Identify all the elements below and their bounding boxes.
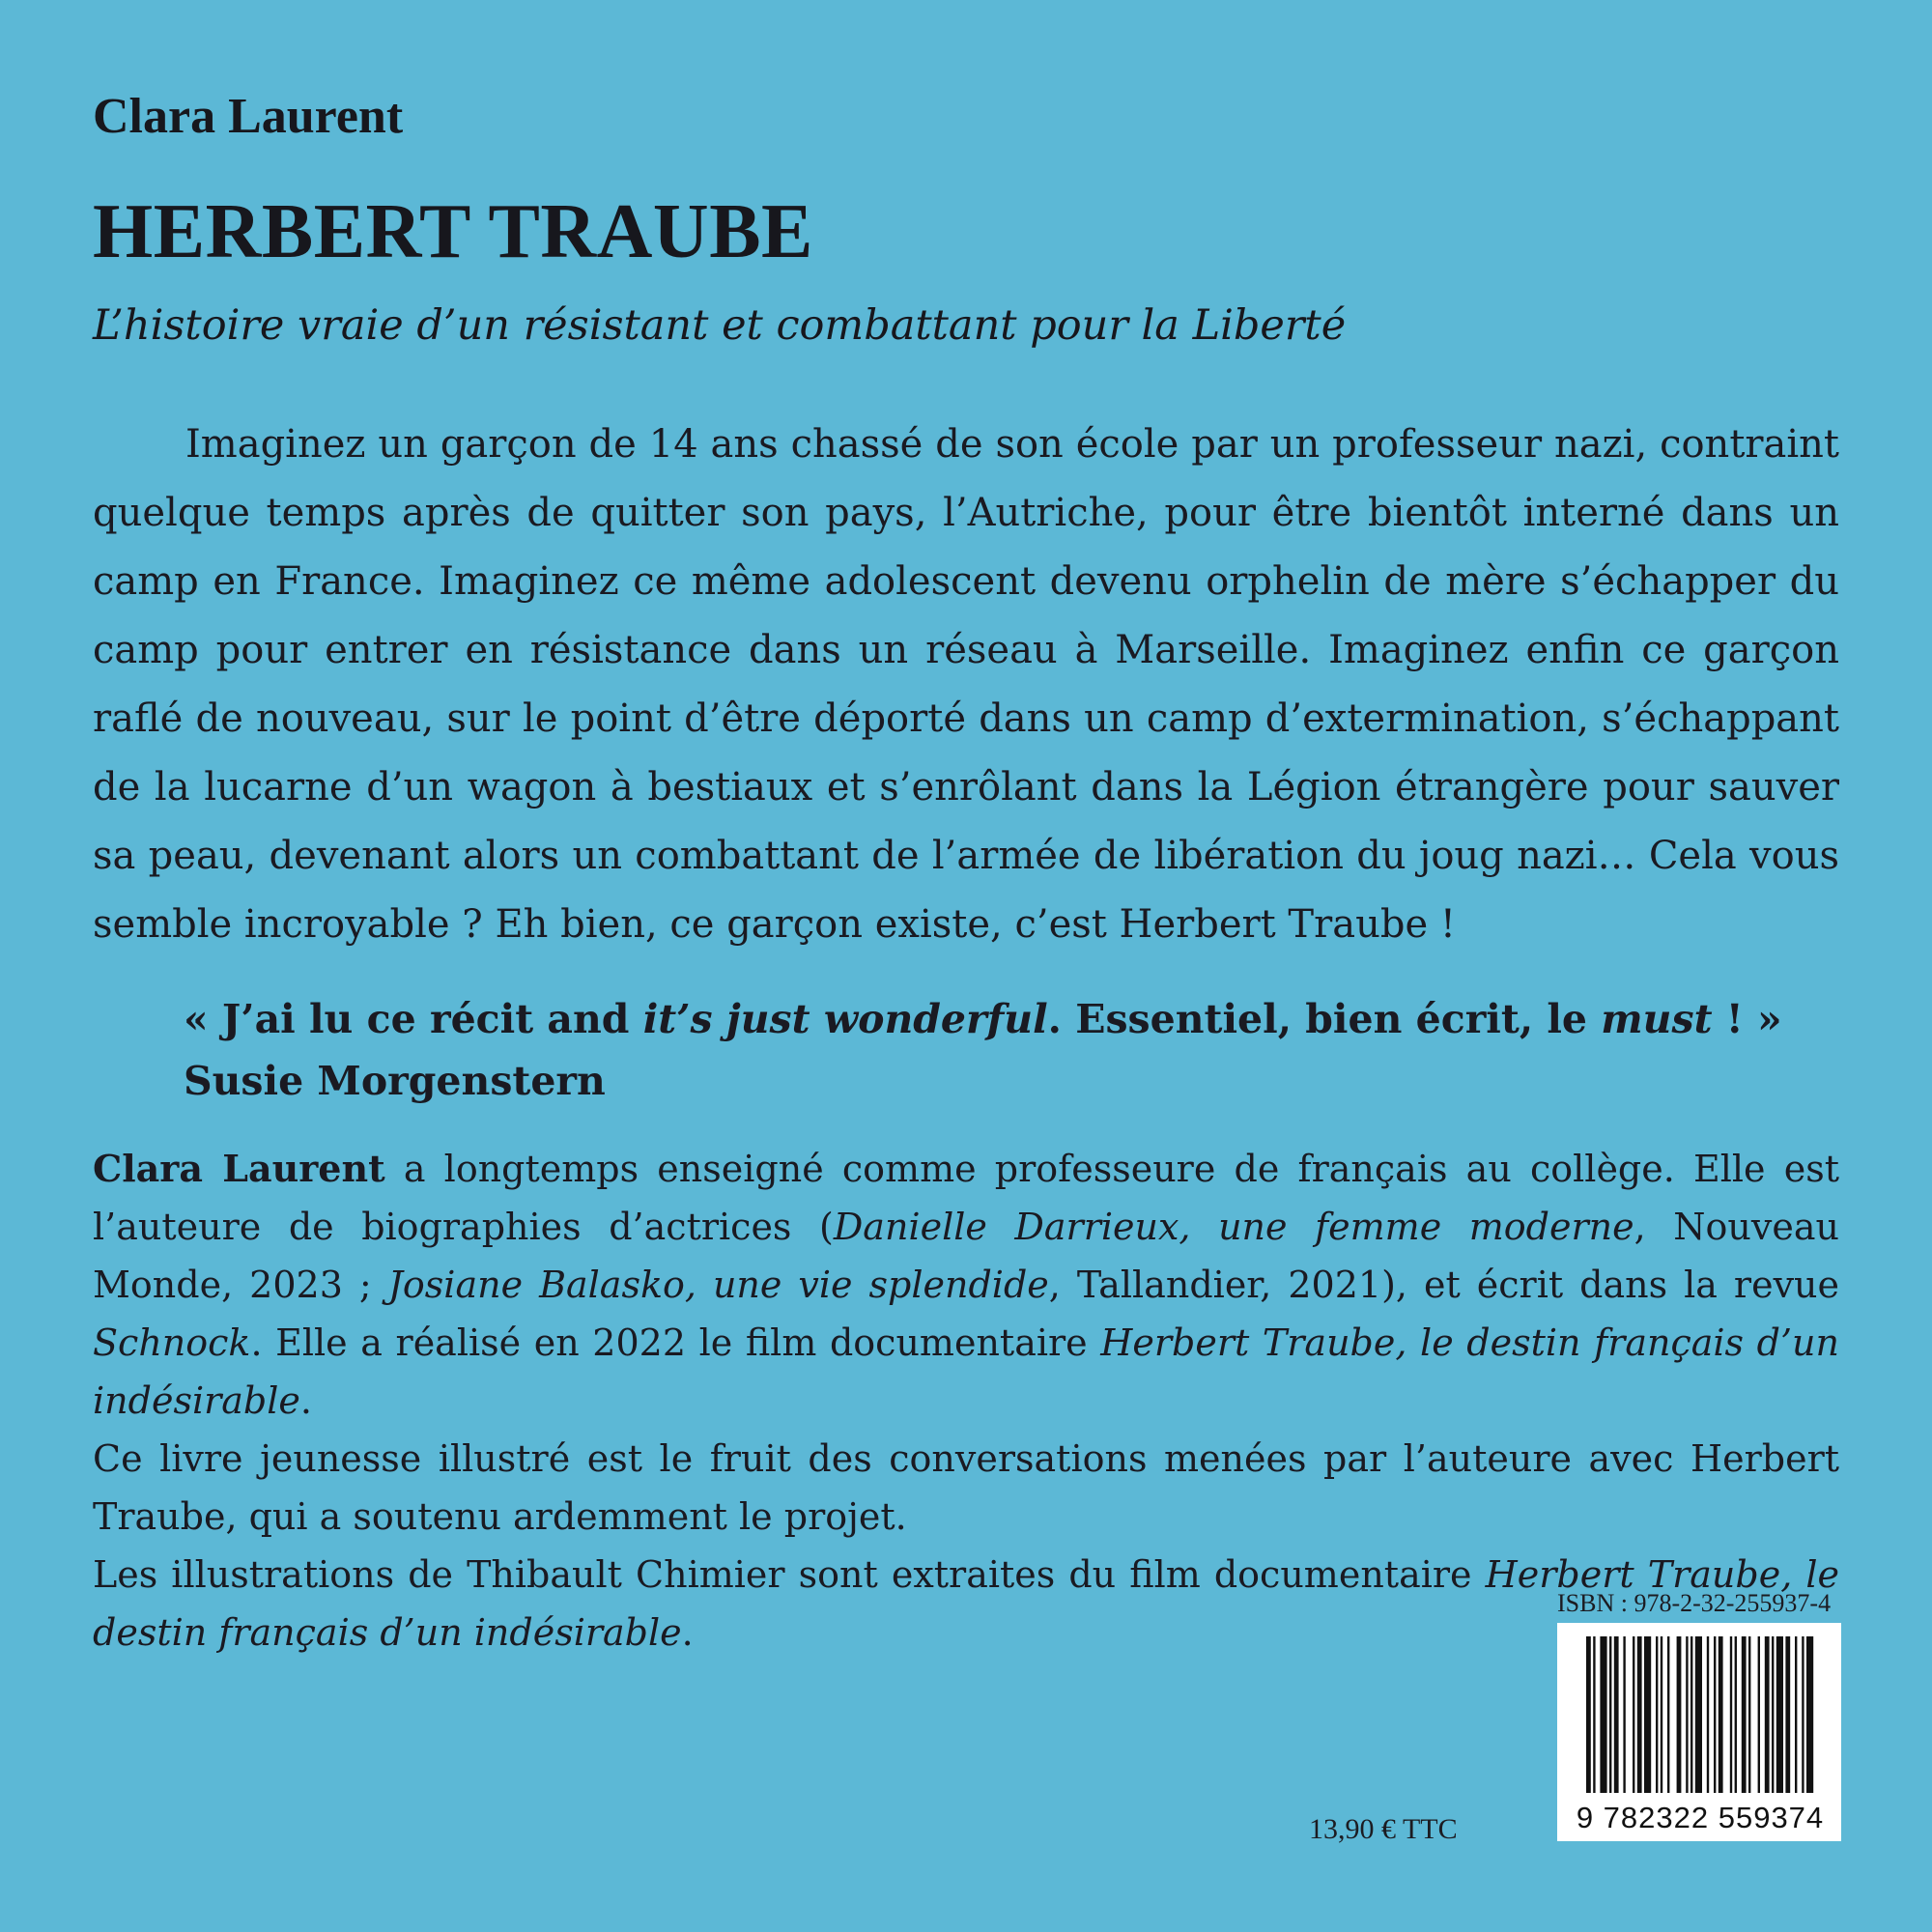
bio-magazine-title: Schnock <box>93 1321 251 1364</box>
barcode-bar <box>1735 1636 1737 1793</box>
blurb-paragraph: Imaginez un garçon de 14 ans chassé de son école par un professeur nazi, contraint quelque temps après de quitter son pays, l’Autriche, pour être bientôt interné dans un camp en France. Imaginez ce même adolescent devenu orphelin de mère s’échapper du camp pour entrer en résistance dans un réseau à Marseille. Imaginez enfin ce garçon raflé de nouveau, sur le point d’être déporté dans un camp d’extermination, s’échappant de la lucarne d’un wagon à bestiaux et s’enrôlant dans la Légion étrangère pour sauver sa peau, devenant alors un combattant de l’armée de libération du joug nazi… Cela vous semble incroyable ? Eh bien, ce garçon existe, c’est Herbert Traube ! <box>93 422 1839 947</box>
barcode <box>1557 1623 1841 1841</box>
barcode-bar <box>1656 1636 1658 1793</box>
quote-segment: « J’ai lu ce récit and <box>184 996 643 1042</box>
quote-segment-italic: it’s just wonderful <box>642 996 1048 1042</box>
barcode-bar <box>1695 1636 1702 1793</box>
quote-segment: ! » <box>1712 996 1782 1042</box>
bio-text: . <box>681 1611 694 1654</box>
barcode-bar <box>1686 1636 1688 1793</box>
bio-author-name: Clara Laurent <box>93 1147 385 1190</box>
barcode-bar <box>1758 1636 1760 1793</box>
book-title: HERBERT TRAUBE <box>93 189 813 274</box>
bio-text: , Tallandier, 2021), et écrit dans la revue <box>1048 1264 1839 1306</box>
barcode-bar <box>1730 1636 1732 1793</box>
author-bio <box>93 1140 1839 1662</box>
barcode-bar <box>1600 1636 1606 1793</box>
barcode-bar <box>1586 1636 1591 1793</box>
barcode-bar <box>1690 1636 1692 1793</box>
barcode-bar <box>1609 1636 1611 1793</box>
barcode-bar <box>1748 1636 1750 1793</box>
barcode-bar <box>1593 1636 1595 1793</box>
bio-text: , Nouveau Monde, 2023 ; <box>93 1206 1839 1306</box>
barcode-bar <box>1719 1636 1723 1793</box>
barcode-bar <box>1661 1636 1662 1793</box>
barcode-bar <box>1795 1636 1797 1793</box>
bio-text: . <box>299 1379 312 1422</box>
bio-film-title: Herbert Traube, le destin français d’un indésirable <box>93 1553 1840 1654</box>
bio-book-title: Danielle Darrieux, une femme moderne <box>833 1206 1634 1248</box>
barcode-digits: 9 782322 559374 <box>1576 1801 1825 1834</box>
barcode-bar <box>1765 1636 1770 1793</box>
price-label: 13,90 € TTC <box>1309 1813 1458 1845</box>
isbn-label: ISBN : 978-2-32-255937-4 <box>1557 1589 1832 1617</box>
barcode-bar <box>1714 1636 1716 1793</box>
barcode-bar <box>1802 1636 1804 1793</box>
barcode-bar <box>1633 1636 1634 1793</box>
barcode-bar <box>1772 1636 1774 1793</box>
barcode-bar <box>1785 1636 1790 1793</box>
quote-attribution: Susie Morgenstern <box>184 1058 606 1104</box>
quote-segment-italic: must <box>1601 996 1713 1042</box>
bio-book-title: Josiane Balasko, une vie splendide <box>387 1264 1049 1306</box>
bio-paragraph: Ce livre jeunesse illustré est le fruit des conversations menées par l’auteure avec Herbert Traube, qui a soutenu ardemment le projet. <box>93 1437 1839 1538</box>
barcode-bar <box>1667 1636 1669 1793</box>
barcode-bar <box>1644 1636 1651 1793</box>
bio-film-title: Herbert Traube, le destin français d’un indésirable <box>93 1321 1839 1422</box>
barcode-bar <box>1623 1636 1625 1793</box>
barcode-bar <box>1707 1636 1709 1793</box>
author-name: Clara Laurent <box>93 89 404 144</box>
quote-segment: . Essentiel, bien écrit, le <box>1047 996 1602 1042</box>
quote-text <box>184 988 1826 1050</box>
barcode-bar <box>1677 1636 1682 1793</box>
barcode-bar <box>1637 1636 1642 1793</box>
bio-paragraph <box>93 1140 1839 1430</box>
bio-text: . Elle a réalisé en 2022 le film documentaire <box>250 1321 1101 1364</box>
barcode-bar <box>1742 1636 1747 1793</box>
book-subtitle: L’histoire vraie d’un résistant et combattant pour la Liberté <box>93 301 1347 350</box>
bio-text: a longtemps enseigné comme professeure de français au collège. Elle est l’auteure de biographies d’actrices ( <box>93 1148 1839 1248</box>
barcode-bar <box>1776 1636 1783 1793</box>
barcode-bar <box>1614 1636 1619 1793</box>
barcode-bar <box>1806 1636 1813 1793</box>
testimonial-quote <box>184 988 1826 1112</box>
bio-text: Les illustrations de Thibault Chimier sont extraites du film documentaire <box>93 1553 1486 1596</box>
